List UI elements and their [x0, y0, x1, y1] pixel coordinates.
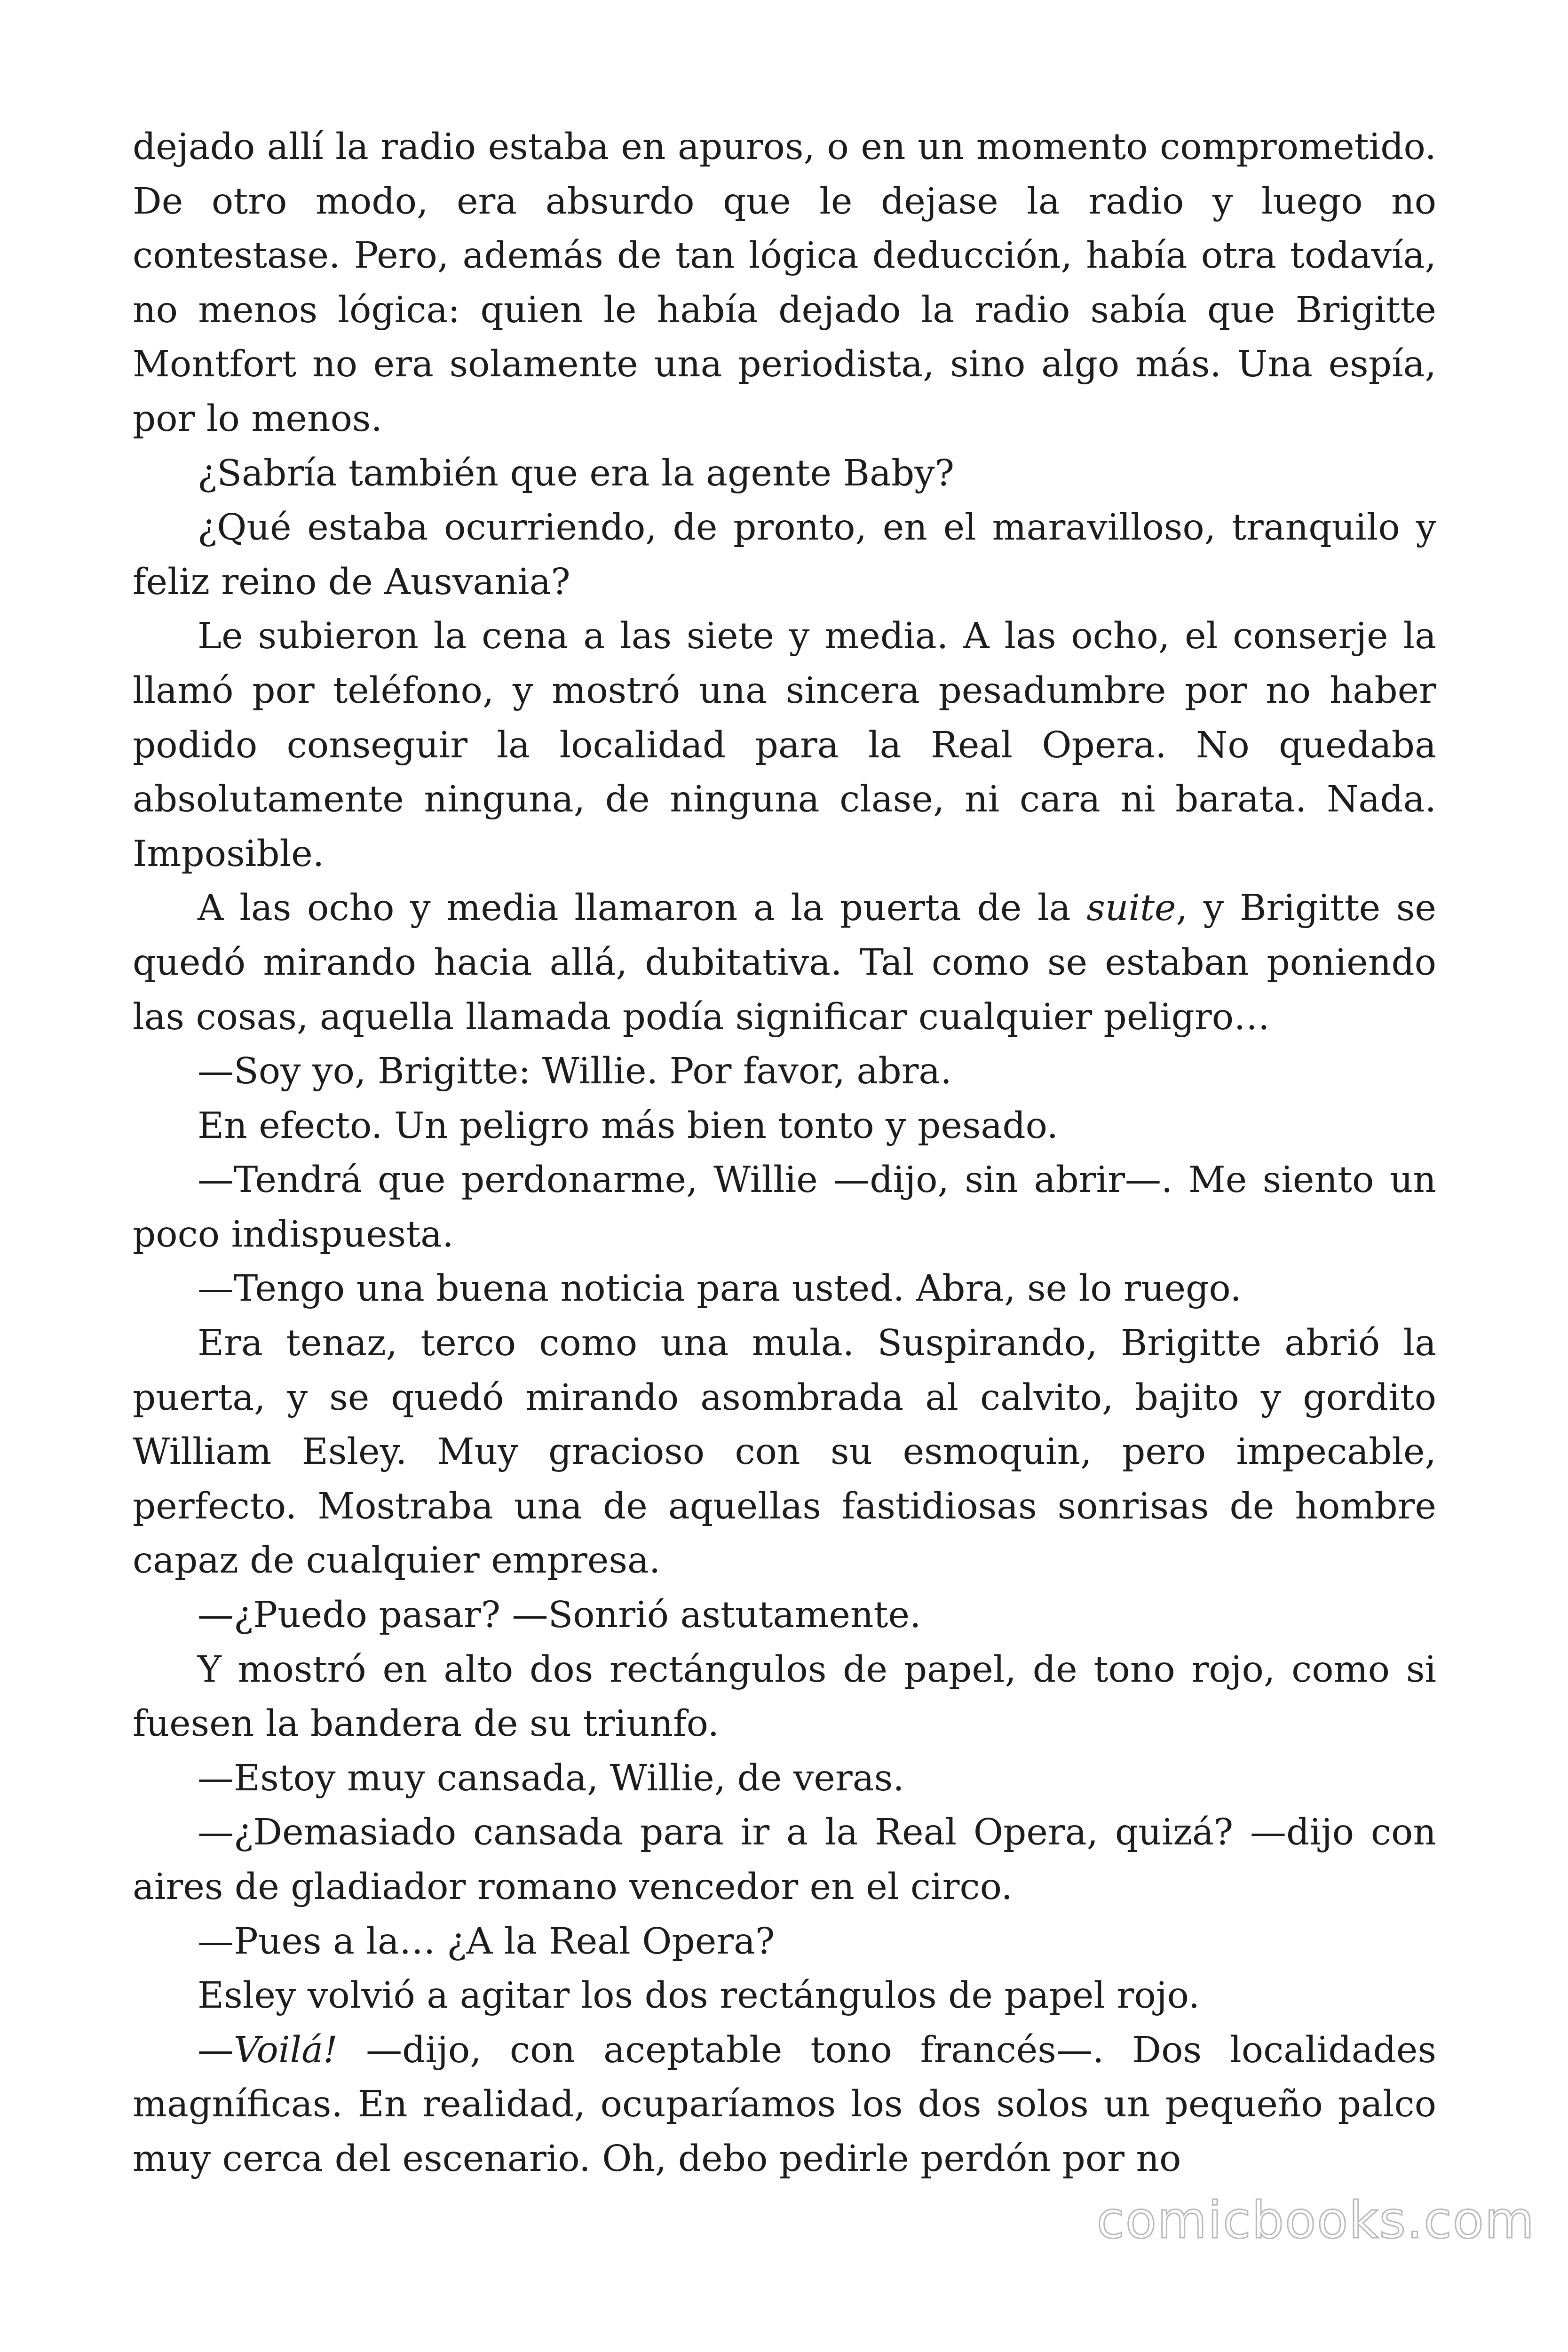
text-run: — — [198, 2029, 234, 2071]
watermark: comicbooks.com — [1096, 2191, 1535, 2250]
paragraph: ¿Sabría también que era la agente Baby? — [198, 452, 955, 494]
paragraph: —Tengo una buena noticia para usted. Abra, se lo ruego. — [198, 1268, 1242, 1310]
paragraph: ¿Qué estaba ocurriendo, de pronto, en el maravilloso, tranquilo y feliz reino de Ausvania? — [133, 507, 1436, 603]
paragraph: —Pues a la… ¿A la Real Opera? — [198, 1920, 775, 1963]
paragraph-last — [133, 2023, 1436, 2186]
body-text — [133, 120, 1436, 2186]
paragraph: —Tendrá que perdonarme, Willie —dijo, sin abrir—. Me siento un poco indispuesta. — [133, 1159, 1436, 1255]
italic-text: suite — [1086, 887, 1176, 930]
text-run: —dijo, con aceptable tono francés—. Dos localidades magníficas. En realidad, ocuparíamos los dos solos un pequeño palco muy cerca del escenario. Oh, debo pedirle perdón por no — [133, 2029, 1436, 2180]
text-run: , y Brigitte se quedó mirando hacia allá, dubitativa. Tal como se estaban poniendo las cosas, aquella llamada podía significar cualquier peligro… — [133, 887, 1436, 1038]
paragraph: Era tenaz, terco como una mula. Suspirando, Brigitte abrió la puerta, y se quedó mirando asombrada al calvito, bajito y gordito William Esley. Muy gracioso con su esmoquin, pero impecable, perfecto. Mostraba una de aquellas fastidiosas sonrisas de hombre capaz de cualquier empresa. — [133, 1322, 1436, 1582]
paragraph — [133, 881, 1436, 1044]
paragraph: Esley volvió a agitar los dos rectángulos de papel rojo. — [198, 1975, 1200, 2017]
text-run: A las ocho y media llamaron a la puerta de la — [198, 887, 1087, 930]
paragraph: —¿Puedo pasar? —Sonrió astutamente. — [198, 1594, 921, 1637]
paragraph: Le subieron la cena a las siete y media. A las ocho, el conserje la llamó por teléfono, y mostró una sincera pesadumbre por no haber podido conseguir la localidad para la Real Opera. No quedaba absolutamente ninguna, de ninguna clase, ni cara ni barata. Nada. Imposible. — [133, 615, 1436, 875]
paragraph: Y mostró en alto dos rectángulos de papel, de tono rojo, como si fuesen la bandera de su triunfo. — [133, 1648, 1436, 1745]
paragraph: —¿Demasiado cansada para ir a la Real Opera, quizá? —dijo con aires de gladiador romano vencedor en el circo. — [133, 1812, 1436, 1908]
paragraph: —Estoy muy cansada, Willie, de veras. — [198, 1757, 904, 1799]
paragraph: —Soy yo, Brigitte: Willie. Por favor, abra. — [198, 1050, 952, 1093]
paragraph-continuation: dejado allí la radio estaba en apuros, o en un momento comprometido. De otro modo, era absurdo que le dejase la radio y luego no contestase. Pero, además de tan lógica deducción, había otra todavía, no menos lógica: quien le había dejado la radio sabía que Brigitte Montfort no era solamente una periodista, sino algo más. Una espía, por lo menos. — [133, 126, 1436, 440]
italic-text: Voilá! — [234, 2029, 338, 2071]
paragraph: En efecto. Un peligro más bien tonto y pesado. — [198, 1104, 1059, 1147]
